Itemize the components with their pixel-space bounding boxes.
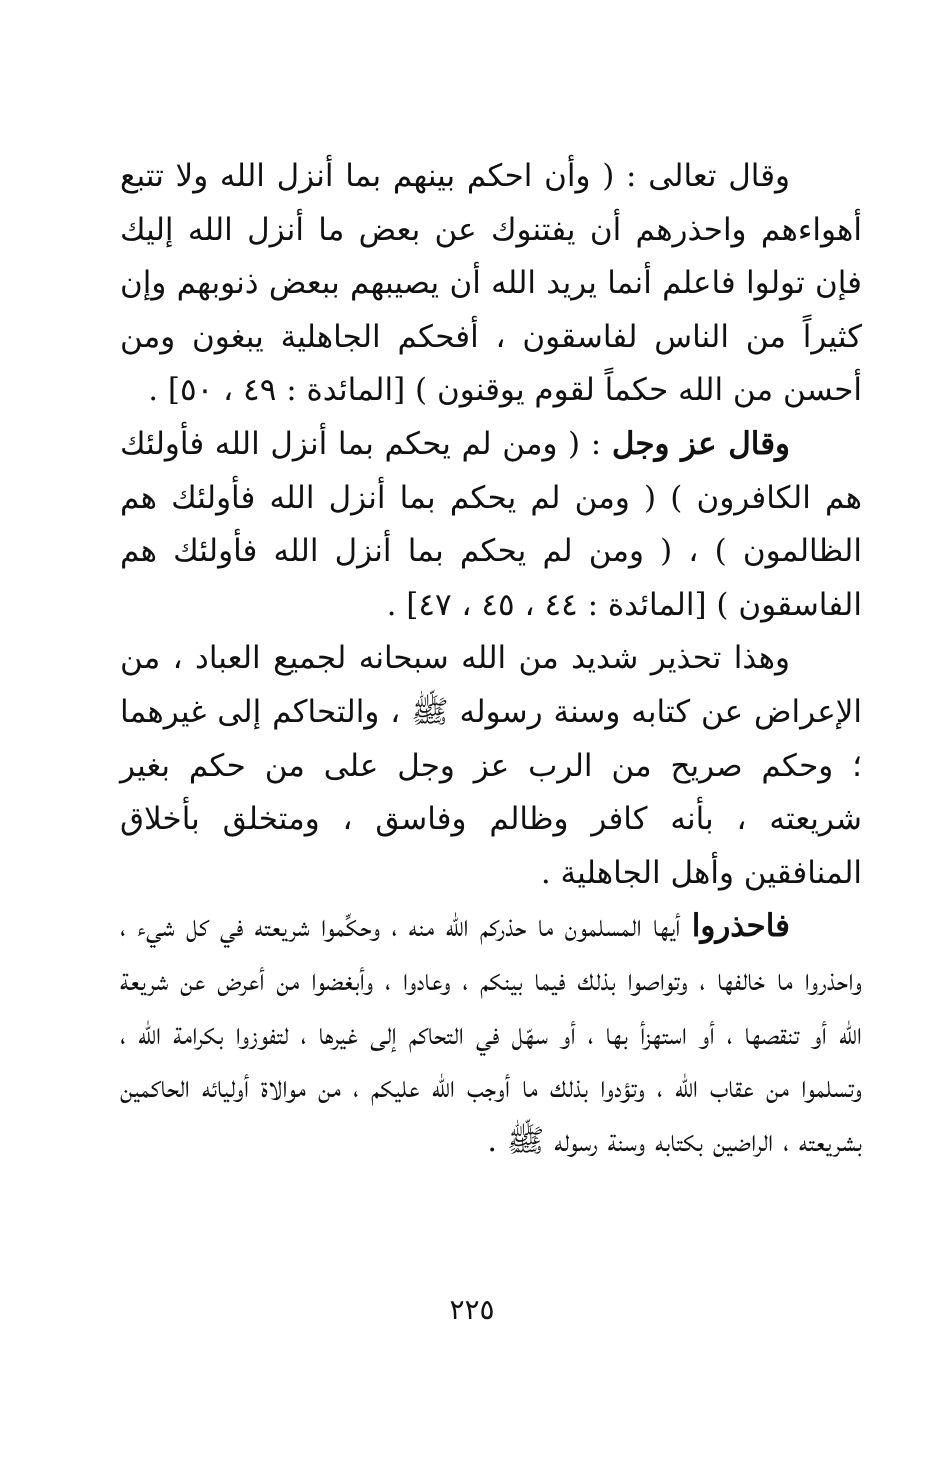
paragraph-2	[120, 418, 862, 632]
body-text	[120, 150, 862, 1168]
paragraph-3	[120, 632, 862, 900]
paragraph-1-text: وقال تعالى : ( وأن احكم بينهم بما أنزل الله ولا تتبع أهواءهم واحذرهم أن يفتنوك عن بعض ما أنزل الله إليك فإن تولوا فاعلم أنما يريد الله أن يصيبهم ببعض ذنوبهم وإن كثيراً من الناس لفاسقون ، أفحكم الجاهلية يبغون ومن أحسن من الله حكماً لقوم يوقنون ) [المائدة : ٤٩ ، ٥٠] .	[120, 158, 862, 409]
paragraph-1	[120, 150, 862, 418]
paragraph-4-lead: فاحذروا	[691, 908, 790, 945]
paragraph-4	[120, 900, 862, 1168]
paragraph-2-lead: وقال عز وجل	[611, 425, 790, 462]
paragraph-3-text: وهذا تحذير شديد من الله سبحانه لجميع العباد ، من الإعراض عن كتابه وسنة رسوله ﷺ ، والتحاكم إلى غيرهما ؛ وحكم صريح من الرب عز وجل على من حكم بغير شريعته ، بأنه كافر وظالم وفاسق ، ومتخلق بأخلاق المنافقين وأهل الجاهلية .	[120, 640, 862, 891]
paragraph-4-text: أيها المسلمون ما حذركم الله منه ، وحكِّموا شريعته في كل شيء ، واحذروا ما خالفها ، وتواصوا بذلك فيما بينكم ، وعادوا ، وأبغضوا من أعرض عن شريعة الله أو تنقصها ، أو استهزأ بها ، أو سهّل في التحاكم إلى غيرها ، لتفوزوا بكرامة الله ، وتسلموا من عقاب الله ، وتؤدوا بذلك ما أوجب الله عليكم ، من موالاة أوليائه الحاكمين بشريعته ، الراضين بكتابه وسنة رسوله ﷺ .	[120, 908, 862, 1159]
paragraph-2-text: : ( ومن لم يحكم بما أنزل الله فأولئك هم الكافرون ) ( ومن لم يحكم بما أنزل الله فأولئك هم الظالمون ) ، ( ومن لم يحكم بما أنزل الله فأولئك هم الفاسقون ) [المائدة : ٤٤ ، ٤٥ ، ٤٧] .	[120, 425, 862, 623]
page-number: ٢٢٥	[449, 1293, 495, 1326]
